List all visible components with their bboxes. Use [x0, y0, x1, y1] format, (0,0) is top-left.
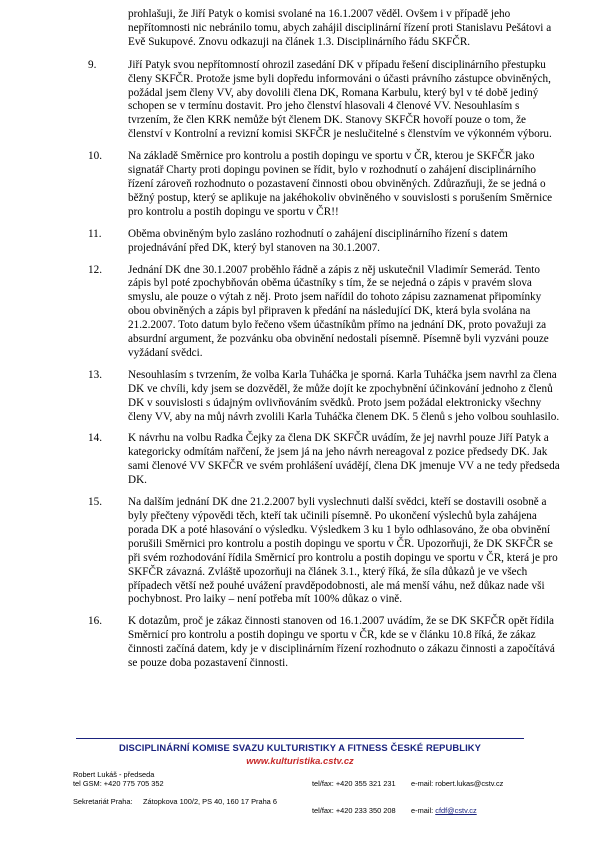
item-text: Na základě Směrnice pro kontrolu a postih dopingu ve sportu v ČR, kterou je SKFČR jako signatář Charty proti dopingu povinen se řídit, bylo v rozhodnutí o zahájení disciplinárního řízení zároveň rozhodnuto o pozastavení činnosti obou obviněných. Zdůrazňuji, že se jedná o běžný postup, který se aplikuje na jakéhokoliv obviněného v souvislosti s porušením Směrnice pro kontrolu a postih dopingu ve sportu v ČR!! — [128, 150, 553, 218]
chair-gsm: tel GSM: +420 775 705 352 — [73, 779, 164, 788]
chair-telfax: tel/fax: +420 355 321 231 — [312, 779, 396, 788]
secretariat-telfax: tel/fax: +420 233 350 208 — [312, 806, 396, 815]
list-item — [88, 59, 560, 142]
item-text: K návrhu na volbu Radka Čejky za člena DK SKFČR uvádím, že jej navrhl pouze Jiří Patyk a kategoricky odmítám nařčení, že jsem já na jeho návrh nereagoval z pozice předsedy DK. Jak sami členové VV SKFČR ve svém prohlášení uvádějí, člena DK jmenuje VV a ne tedy předseda DK. — [128, 432, 560, 487]
list-item — [88, 264, 560, 361]
secretariat-address: Zátopkova 100/2, PS 40, 160 17 Praha 6 — [143, 797, 277, 806]
chair-name: Robert Lukáš - předseda — [73, 770, 155, 779]
item-number: 15. — [88, 496, 102, 509]
chair-email[interactable]: e-mail: robert.lukas@cstv.cz — [411, 779, 504, 788]
footer-divider — [76, 738, 524, 739]
item-number: 12. — [88, 263, 102, 276]
list-item — [88, 615, 560, 671]
item-text: Na dalším jednání DK dne 21.2.2007 byli vyslechnuti další svědci, kteří se dostavili osobně a byly přečteny výpovědi těch, kteří tak učinili písemně. Po ukončení výslechů byla zahájena porada DK a poté hlasování o výsledku. Výsledkem 3 ku 1 bylo odhlasováno, že oba obvinění porušili Směrnici pro kontrolu a postih dopingu ve sportu v ČR. Upozorňuji, že DK SKFČR se při svém rozhodování řídila Směrnicí pro kontrolu a postih dopingu ve sportu v ČR, která je pro SKFČR závazná. Zvláště upozorňuji na článek 3.1., který říká, že síla důkazů je ve všech případech větší než pouhé uvážení pravděpodobnosti, ale má menší váhu, než důkaz nade vši pochybnost. Pro laiky – není potřeba mít 100% důkaz o vině. — [128, 496, 558, 606]
secretariat-email-row — [411, 806, 477, 815]
item-text: Jednání DK dne 30.1.2007 proběhlo řádně a zápis z něj uskutečnil Vladimír Semerád. Tento zápis byl poté zpochybňován oběma účastníky s tím, že se nejedná o zápis v pravém slova smyslu, ale pouze o výtah z něj. Proto jsem nařídil do tohoto zápisu zaznamenat připomínky obou obviněných a zápis byl připraven k předání na následující DK, která byla svolána na 21.2.2007. Toto datum bylo řečeno všem účastníkům přímo na jednání DK, proto považuji za absurdní argument, že pozvánku oba obvinění nedostali písemně. Písemně byli vyzváni pouze vyžádaní svědci. — [128, 263, 549, 359]
item-text: Jiří Patyk svou nepřítomností ohrozil zasedání DK v případu řešení disciplinárního přestupku členy SKFČR. Protože jsme byli dopředu informováni o účasti právního zástupce obviněných, požádal jsem členy VV, aby dovolili člena DK, Romana Karbulu, který byl v té době jediný schopen se v termínu dostavit. Pro jeho členství hlasovali 4 členové VV. Nesouhlasím s tvrzením, že člen KRK nemůže být členem DK. Stanovy SKFČR hovoří pouze o tom, že členství v Kontrolní a revizní komisi SKFČR je neslučitelné s členstvím ve výkonném výboru. — [128, 58, 552, 141]
item-text: Nesouhlasím s tvrzením, že volba Karla Tuháčka je sporná. Karla Tuháčka jsem navrhl za člena DK ve chvíli, kdy jsem se dozvěděl, že může dojít ke zpochybnění účinkování jednoho z členů DK v souvislosti s údajným ovlivňováním svědků. Proto jsem požádal elektronicky všechny členy VV, aby na můj návrh zvolili Karla Tuháčka členem DK. 5 členů s jeho volbou souhlasilo. — [128, 368, 560, 423]
item-text: K dotazům, proč je zákaz činnosti stanoven od 16.1.2007 uvádím, že se DK SKFČR opět řídila Směrnicí pro kontrolu a postih dopingu ve sportu v ČR, kde se v článku 10.8 říká, že zákaz činnosti začíná datem, kdy je v disciplinárním řízení rozhodnuto o zákazu činnosti a započítává se pouze doba pozastavení činnosti. — [128, 615, 555, 670]
list-item — [88, 432, 560, 488]
list-item — [88, 150, 560, 220]
secretariat-label: Sekretariát Praha: — [73, 797, 133, 806]
item-number: 10. — [88, 150, 102, 163]
secretariat-email-link[interactable]: cfdf@cstv.cz — [435, 806, 477, 815]
footer-org-title: DISCIPLINÁRNÍ KOMISE SVAZU KULTURISTIKY A FITNESS ČESKÉ REPUBLIKY — [118, 742, 482, 753]
numbered-list — [88, 59, 560, 671]
item-number: 14. — [88, 432, 102, 445]
intro-paragraph: prohlašuji, že Jiří Patyk o komisi svolané na 16.1.2007 věděl. Ovšem i v případě jeho nepřítomnosti nic nebránilo tomu, abych zahájil disciplinární řízení proti Stanislavu Pešátovi a Evě Sukupové. Znovu odkazuji na článek 1.3. Disciplinárního řádu SKFČR. — [128, 8, 552, 48]
document-body — [88, 8, 560, 679]
item-number: 9. — [88, 58, 97, 71]
item-number: 13. — [88, 368, 102, 381]
list-item — [88, 228, 560, 256]
footer-website-link[interactable]: www.kulturistika.cstv.cz — [246, 755, 354, 766]
secretariat-email-label: e-mail: — [411, 806, 434, 815]
list-item — [88, 496, 560, 607]
item-number: 11. — [88, 227, 102, 240]
item-text: Oběma obviněným bylo zasláno rozhodnutí o zahájení disciplinárního řízení s datem projednávání před DK, který byl stanoven na 30.1.2007. — [128, 227, 508, 254]
item-number: 16. — [88, 615, 102, 628]
list-item — [88, 369, 560, 425]
